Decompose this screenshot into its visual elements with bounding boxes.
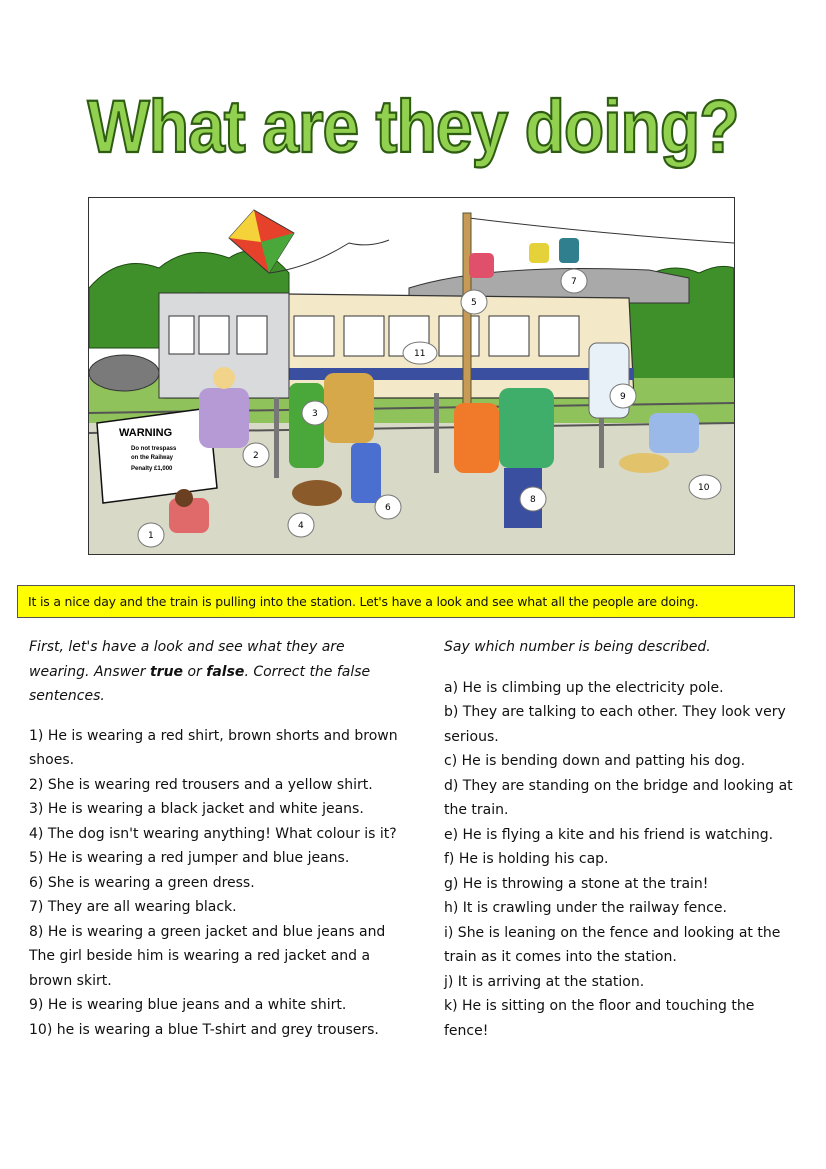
list-item-line: 6) She is wearing a green dress. <box>29 874 255 891</box>
train-window <box>439 316 479 356</box>
warning-heading: WARNING <box>119 427 173 439</box>
list-item <box>444 970 804 995</box>
list-item <box>29 773 414 798</box>
list-item-line: k) He is sitting on the floor and touching the <box>444 998 755 1014</box>
marker-label: 1 <box>148 531 154 541</box>
instruction-text: or <box>183 663 207 680</box>
list-item-line: The girl beside him is wearing a red jacket and a <box>29 948 371 964</box>
list-item <box>444 749 804 774</box>
list-item <box>29 846 414 871</box>
fence-post <box>274 398 279 478</box>
list-item <box>444 847 804 872</box>
list-item-line: serious. <box>444 728 499 745</box>
intro-banner: It is a nice day and the train is pulling into the station. Let's have a look and see what all the people are doing. <box>17 585 795 618</box>
list-item-line: 2) She is wearing red trousers and a yellow shirt. <box>29 776 373 793</box>
dog-4 <box>292 480 342 506</box>
list-item-line: train as it comes into the station. <box>444 949 677 965</box>
person-5 <box>469 253 494 278</box>
keyword-true: true <box>149 663 184 680</box>
fence-post <box>434 393 439 473</box>
list-item-line: the train. <box>444 802 509 818</box>
list-item <box>29 1018 414 1043</box>
right-instruction: Say which number is being described. <box>444 639 711 655</box>
marker-label: 4 <box>298 521 304 531</box>
list-item-line: 5) He is wearing a red jumper and blue jeans. <box>29 850 350 866</box>
train-window <box>237 316 267 354</box>
list-item-line: f) He is holding his cap. <box>444 851 609 867</box>
person-10 <box>649 413 699 453</box>
train-window <box>539 316 579 356</box>
instruction-line: sentences. <box>29 688 105 704</box>
list-item <box>29 797 414 822</box>
marker-label: 8 <box>530 495 536 505</box>
list-item-line: d) They are standing on the bridge and looking at <box>444 777 793 794</box>
list-item <box>444 676 804 701</box>
list-item-line: 8) He is wearing a green jacket and blue jeans and <box>29 923 386 940</box>
list-item <box>29 920 414 994</box>
marker-label: 9 <box>620 392 626 402</box>
person-8a <box>454 403 499 473</box>
list-item-line: h) It is crawling under the railway fence. <box>444 900 727 916</box>
list-item <box>444 774 804 823</box>
list-item-line: 7) They are all wearing black. <box>29 899 237 915</box>
true-false-list <box>29 724 414 1043</box>
list-item-line: 9) He is wearing blue jeans and a white shirt. <box>29 997 347 1013</box>
marker-label: 7 <box>571 277 577 287</box>
list-item <box>444 872 804 897</box>
list-item-line: b) They are talking to each other. They look very <box>444 704 786 720</box>
train-window <box>169 316 194 354</box>
list-item <box>444 700 804 749</box>
marker-label: 3 <box>312 409 318 419</box>
marker-label: 6 <box>385 503 391 513</box>
train-window <box>199 316 229 354</box>
person-7b <box>559 238 579 263</box>
station-illustration <box>88 197 735 555</box>
list-item-line: i) She is leaning on the fence and looking at the <box>444 924 781 941</box>
list-item-line: 1) He is wearing a red shirt, brown shorts and brown <box>29 727 398 744</box>
left-column <box>29 635 414 1042</box>
right-column <box>444 635 804 1043</box>
warning-line: on the Railway <box>131 455 174 461</box>
marker-label: 10 <box>698 483 710 493</box>
marker-label: 11 <box>414 349 426 359</box>
instruction-line <box>29 660 414 685</box>
list-item-line: j) It is arriving at the station. <box>444 973 645 990</box>
marker-label: 5 <box>471 298 477 308</box>
train-window <box>294 316 334 356</box>
list-item <box>29 993 414 1018</box>
describe-number-list <box>444 676 804 1044</box>
keyword-false: false <box>206 663 245 680</box>
list-item <box>29 871 414 896</box>
list-item <box>444 921 804 970</box>
list-item-line: 4) The dog isn't wearing anything! What colour is it? <box>29 825 397 842</box>
person-head <box>213 367 235 389</box>
list-item <box>444 896 804 921</box>
instruction-text: . Correct the false <box>244 663 371 680</box>
marker-label: 2 <box>253 451 259 461</box>
list-item-line: e) He is flying a kite and his friend is watching. <box>444 826 774 843</box>
list-item <box>444 823 804 848</box>
train-window <box>344 316 384 356</box>
warning-line: Penalty £1,000 <box>131 466 173 472</box>
person-2 <box>199 388 249 448</box>
person-head <box>175 489 193 507</box>
list-item-line: 10) he is wearing a blue T-shirt and grey trousers. <box>29 1021 379 1038</box>
station-scene-svg <box>89 198 734 554</box>
train-window <box>489 316 529 356</box>
list-item <box>29 895 414 920</box>
person-3 <box>289 383 324 468</box>
person-6 <box>351 443 381 503</box>
list-item <box>29 724 414 773</box>
list-item-line: 3) He is wearing a black jacket and white jeans. <box>29 801 364 817</box>
left-instructions <box>29 635 414 709</box>
list-item <box>29 822 414 847</box>
list-item <box>444 994 804 1043</box>
list-item-line: fence! <box>444 1022 489 1039</box>
instruction-line: First, let's have a look and see what they are <box>29 639 345 655</box>
person-7 <box>529 243 549 263</box>
warning-line: Do not trespass <box>131 446 177 452</box>
person-3b <box>324 373 374 443</box>
page-title: What are they doing? <box>87 84 739 168</box>
dog-10 <box>619 453 669 473</box>
person-8 <box>499 388 554 468</box>
list-item-line: brown skirt. <box>29 972 112 989</box>
list-item-line: c) He is bending down and patting his dog. <box>444 753 746 769</box>
list-item-line: a) He is climbing up the electricity pole. <box>444 679 724 696</box>
list-item-line: g) He is throwing a stone at the train! <box>444 875 709 892</box>
list-item-line: shoes. <box>29 752 75 768</box>
instruction-text: wearing. Answer <box>29 663 150 680</box>
tyre-pile <box>89 355 159 391</box>
